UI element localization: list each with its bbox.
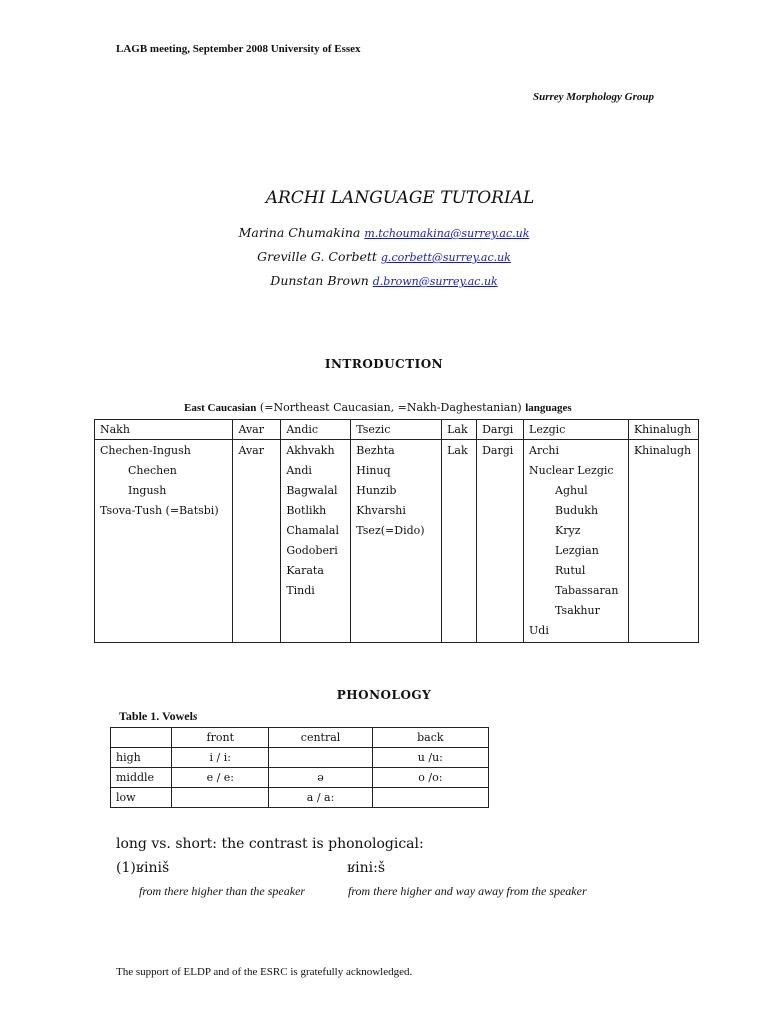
meeting-header: LAGB meeting, September 2008 University of Essex bbox=[116, 43, 361, 55]
andic-cell bbox=[281, 440, 351, 643]
language-name: Ingush bbox=[128, 484, 167, 497]
example-number: (1) bbox=[116, 860, 136, 876]
column-header: Tsezic bbox=[351, 420, 442, 440]
language-name: Khvarshi bbox=[356, 504, 406, 517]
introduction-heading: INTRODUCTION bbox=[324, 357, 444, 371]
table-header-row bbox=[95, 420, 699, 440]
table-cell: o /o: bbox=[372, 768, 488, 788]
author-email-link[interactable]: d.brown@surrey.ac.uk bbox=[372, 275, 498, 288]
row-label: low bbox=[111, 788, 172, 808]
caption-middle-part: (=Northeast Caucasian, =Nakh-Daghestanian) bbox=[256, 401, 526, 414]
language-name: Lezgian bbox=[555, 544, 599, 557]
table-row bbox=[111, 748, 489, 768]
page-title: ARCHI LANGUAGE TUTORIAL bbox=[265, 188, 535, 208]
table-cell: u /u: bbox=[372, 748, 488, 768]
column-header: back bbox=[372, 728, 488, 748]
avar-cell bbox=[233, 440, 281, 643]
table-cell bbox=[172, 788, 269, 808]
author-name: Greville G. Corbett bbox=[257, 249, 377, 264]
language-name: Avar bbox=[238, 444, 264, 457]
language-name: Hunzib bbox=[356, 484, 397, 497]
lezgic-cell bbox=[524, 440, 629, 643]
table-body-row bbox=[95, 440, 699, 643]
table-cell: e / e: bbox=[172, 768, 269, 788]
example-word-2: ʁini:š bbox=[347, 860, 386, 876]
language-name: Rutul bbox=[555, 564, 586, 577]
caption-bold-part: East Caucasian bbox=[184, 402, 257, 414]
table-row bbox=[111, 768, 489, 788]
language-name: Karata bbox=[286, 564, 324, 577]
language-name: Bagwalal bbox=[286, 484, 338, 497]
table-header-row bbox=[111, 728, 489, 748]
language-name: Chamalal bbox=[286, 524, 339, 537]
contrast-text: long vs. short: the contrast is phonological: bbox=[116, 836, 424, 852]
column-header: Lezgic bbox=[524, 420, 629, 440]
language-name: Botlikh bbox=[286, 504, 327, 517]
row-label: middle bbox=[111, 768, 172, 788]
example-word: ʁiniš bbox=[135, 860, 170, 876]
khinalugh-cell bbox=[628, 440, 698, 643]
author-name: Marina Chumakina bbox=[238, 225, 361, 240]
phonology-heading: PHONOLOGY bbox=[336, 688, 432, 702]
vowel-table bbox=[110, 727, 489, 808]
language-name: Nuclear Lezgic bbox=[529, 464, 614, 477]
language-name: Andi bbox=[286, 464, 312, 477]
lak-cell bbox=[442, 440, 477, 643]
table-cell: a / a: bbox=[269, 788, 372, 808]
language-name: Udi bbox=[529, 624, 549, 637]
table-cell bbox=[269, 748, 372, 768]
tsezic-cell bbox=[351, 440, 442, 643]
column-header: Lak bbox=[442, 420, 477, 440]
caption-bold-part-2: languages bbox=[525, 402, 572, 414]
column-header: Khinalugh bbox=[628, 420, 698, 440]
language-name: Aghul bbox=[555, 484, 588, 497]
language-name: Akhvakh bbox=[286, 444, 335, 457]
language-name: Chechen bbox=[128, 464, 177, 477]
column-header: Nakh bbox=[95, 420, 233, 440]
language-name: Khinalugh bbox=[633, 444, 692, 457]
table-cell: i / i: bbox=[172, 748, 269, 768]
caption-bold-part: Table 1. Vowel bbox=[119, 709, 193, 723]
language-name: Budukh bbox=[555, 504, 599, 517]
table-row bbox=[111, 788, 489, 808]
author-line-3 bbox=[0, 273, 768, 288]
language-name: Godoberi bbox=[286, 544, 338, 557]
table-cell bbox=[372, 788, 488, 808]
language-table-caption bbox=[184, 401, 572, 414]
language-name: Chechen-Ingush bbox=[100, 444, 191, 457]
column-header: Andic bbox=[281, 420, 351, 440]
example-line bbox=[116, 860, 169, 876]
language-family-table bbox=[94, 419, 699, 643]
language-name: Tabassaran bbox=[555, 584, 619, 597]
author-line-2 bbox=[0, 249, 768, 264]
gloss-1: from there higher than the speaker bbox=[139, 884, 306, 898]
column-header: front bbox=[172, 728, 269, 748]
language-name: Lak bbox=[447, 444, 468, 457]
author-line-1 bbox=[0, 225, 768, 240]
vowel-table-caption bbox=[119, 709, 198, 724]
table-cell: ə bbox=[269, 768, 372, 788]
column-header: central bbox=[269, 728, 372, 748]
dargi-cell bbox=[477, 440, 524, 643]
footer-acknowledgement: The support of ELDP and of the ESRC is gratefully acknowledged. bbox=[116, 966, 413, 978]
column-header bbox=[111, 728, 172, 748]
language-name: Tindi bbox=[286, 584, 315, 597]
column-header: Dargi bbox=[477, 420, 524, 440]
author-email-link[interactable]: m.tchoumakina@surrey.ac.uk bbox=[364, 227, 530, 240]
column-header: Avar bbox=[233, 420, 281, 440]
author-email-link[interactable]: g.corbett@surrey.ac.uk bbox=[380, 251, 511, 264]
group-header: Surrey Morphology Group bbox=[533, 91, 655, 103]
author-name: Dunstan Brown bbox=[270, 273, 369, 288]
caption-italic-part: s bbox=[192, 709, 198, 723]
language-name: Dargi bbox=[482, 444, 514, 457]
language-name: Hinuq bbox=[356, 464, 391, 477]
language-name: Bezhta bbox=[356, 444, 395, 457]
language-name: Archi bbox=[529, 444, 559, 457]
language-name: Tsakhur bbox=[555, 604, 600, 617]
row-label: high bbox=[111, 748, 172, 768]
language-name: Kryz bbox=[555, 524, 581, 537]
language-name: Tsez(=Dido) bbox=[356, 524, 425, 537]
nakh-cell bbox=[95, 440, 233, 643]
language-name: Tsova-Tush (=Batsbi) bbox=[100, 504, 219, 517]
gloss-2: from there higher and way away from the speaker bbox=[348, 884, 587, 898]
